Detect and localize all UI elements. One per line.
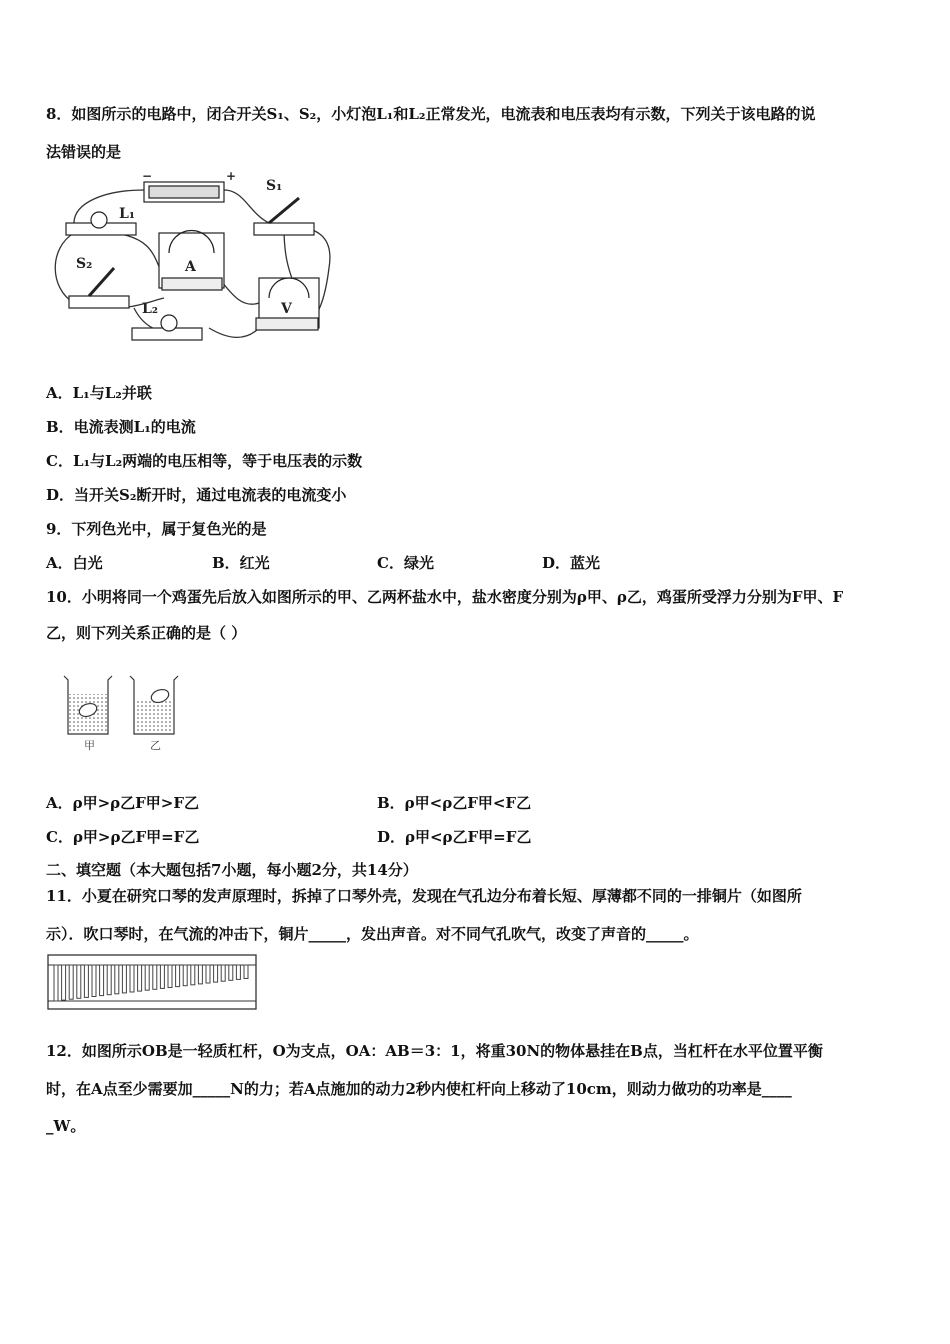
q9-stem: 9．下列色光中，属于复色光的是 — [46, 520, 267, 538]
q8-option-c[interactable]: C．L₁与L₂两端的电压相等，等于电压表的示数 — [46, 452, 363, 470]
battery-minus-label: − — [142, 169, 153, 183]
q8-option-a[interactable]: A．L₁与L₂并联 — [46, 384, 152, 402]
reed — [176, 965, 180, 987]
q10-stem-line1: 10．小明将同一个鸡蛋先后放入如图所示的甲、乙两杯盐水中，盐水密度分别为ρ甲、ρ乙，鸡蛋所受浮力分别为F甲、F — [46, 588, 844, 606]
q12-line1: 12．如图所示OB是一轻质杠杆，O为支点，OA：AB＝3：1，将重30N的物体悬挂在B点，当杠杆在水平位置平衡 — [46, 1042, 823, 1060]
voltmeter-label: V — [281, 301, 292, 317]
reed — [62, 965, 66, 1000]
section-2-title: 二、填空题（本大题包括7小题，每小题2分，共14分） — [46, 861, 418, 879]
q12-line3: _W。 — [46, 1117, 86, 1135]
q12-line2: 时，在A点至少需要加_____N的力；若A点施加的动力2秒内使杠杆向上移动了10cm，则动力做功的功率是____ — [46, 1080, 792, 1098]
q10-stem-line2: 乙，则下列关系正确的是（ ） — [46, 624, 247, 642]
battery — [144, 182, 224, 202]
q10-option-d[interactable]: D．ρ甲<ρ乙F甲=F乙 — [377, 828, 532, 846]
s2-label: S₂ — [76, 256, 93, 272]
reed — [122, 965, 126, 993]
reed — [130, 965, 134, 992]
q8-stem-line2: 法错误的是 — [46, 143, 122, 161]
wire — [224, 190, 269, 223]
reed — [221, 965, 225, 981]
reed — [100, 965, 104, 996]
reed — [214, 965, 218, 982]
reed — [77, 965, 81, 998]
reed — [92, 965, 96, 997]
q8-stem-line1: 8．如图所示的电路中，闭合开关S₁、S₂，小灯泡L₁和L₂正常发光，电流表和电压表均有示数，下列关于该电路的说 — [46, 105, 816, 123]
reed — [244, 965, 248, 979]
l2-label: L₂ — [142, 301, 158, 317]
q10-option-a[interactable]: A．ρ甲>ρ乙F甲>F乙 — [46, 794, 200, 812]
reed — [206, 965, 210, 983]
l1-label: L₁ — [119, 206, 135, 222]
reed — [115, 965, 119, 994]
wire — [209, 328, 259, 337]
wire — [219, 278, 259, 304]
battery-plus-label: + — [226, 169, 237, 183]
reed — [54, 965, 58, 1001]
beakers-figure — [60, 672, 200, 754]
reed — [160, 965, 164, 988]
wire — [114, 233, 164, 278]
reed — [183, 965, 187, 986]
reed — [107, 965, 111, 995]
reed — [236, 965, 240, 979]
bulb-l2 — [132, 315, 202, 340]
switch-s2 — [69, 268, 129, 308]
reed — [198, 965, 202, 984]
q8-option-b[interactable]: B．电流表测L₁的电流 — [46, 418, 196, 436]
q9-option-a[interactable]: A．白光 — [46, 554, 103, 572]
wire — [55, 233, 74, 303]
q9-option-d[interactable]: D．蓝光 — [542, 554, 601, 572]
ammeter-label: A — [185, 259, 196, 275]
reed — [229, 965, 233, 980]
reed — [145, 965, 149, 990]
reed — [153, 965, 157, 989]
q9-option-b[interactable]: B．红光 — [212, 554, 270, 572]
switch-s1 — [254, 198, 314, 235]
harmonica-reeds-figure — [46, 953, 260, 1013]
q9-option-c[interactable]: C．绿光 — [377, 554, 434, 572]
q11-line1: 11．小夏在研究口琴的发声原理时，拆掉了口琴外壳，发现在气孔边分布着长短、厚薄都不同的一排铜片（如图所 — [46, 887, 802, 905]
reed — [84, 965, 88, 997]
beaker-jia — [64, 676, 112, 734]
q11-line2: 示）．吹口琴时，在气流的冲击下，铜片_____，发出声音。对不同气孔吹气，改变了声音的_____。 — [46, 925, 699, 943]
reed — [191, 965, 195, 985]
reed — [168, 965, 172, 988]
reed — [69, 965, 73, 999]
beaker-yi — [130, 676, 178, 734]
q10-option-c[interactable]: C．ρ甲>ρ乙F甲=F乙 — [46, 828, 200, 846]
circuit-figure — [44, 168, 344, 358]
beaker-jia-label: 甲 — [84, 739, 95, 752]
q8-option-d[interactable]: D．当开关S₂断开时，通过电流表的电流变小 — [46, 486, 347, 504]
reed — [138, 965, 142, 991]
q10-option-b[interactable]: B．ρ甲<ρ乙F甲<F乙 — [377, 794, 532, 812]
s1-label: S₁ — [266, 178, 283, 194]
beaker-yi-label: 乙 — [150, 739, 161, 752]
